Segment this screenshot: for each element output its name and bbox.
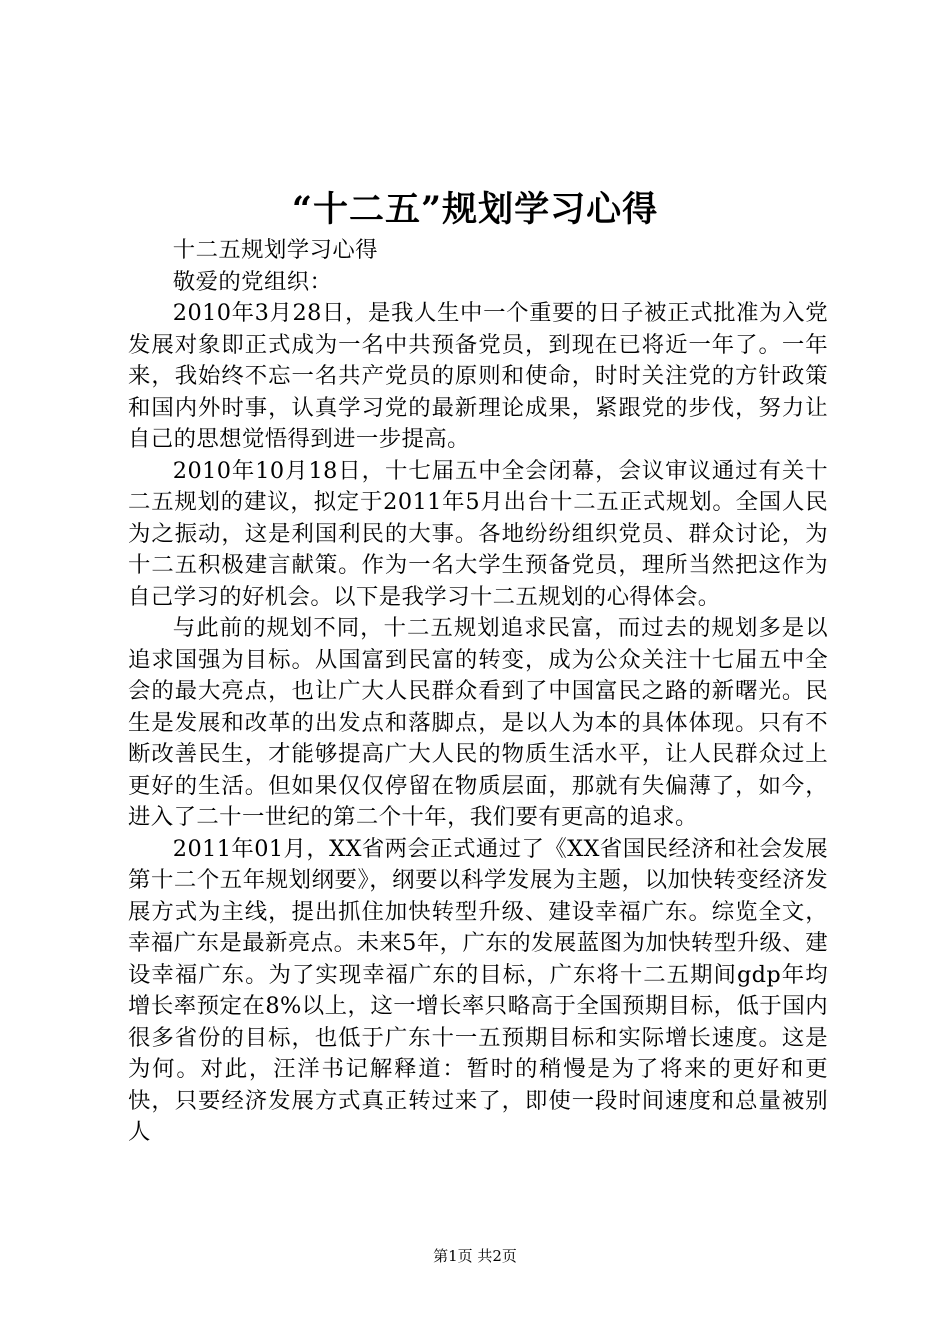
document-title: “十二五”规划学习心得 <box>291 189 659 230</box>
paragraph-subtitle: 十二五规划学习心得 <box>172 237 378 263</box>
paragraph: 与此前的规划不同，十二五规划追求民富，而过去的规划多是以追求国强为目标。从国富到民富的转变，成为公众关注十七届五中全会的最大亮点，也让广大人民群众看到了中国富民之路的新曙光。民生是发展和改革的出发点和落脚点，是以人为本的具体体现。只有不断改善民生，才能够提高广大人民的物质生活水平，让人民群众过上更好的生活。但如果仅仅停留在物质层面，那就有失偏薄了，如今，进入了二十一世纪的第二个十年，我们要有更高的追求。 <box>128 615 828 830</box>
paragraph-salutation: 敬爱的党组织： <box>172 268 333 295</box>
document-body <box>128 235 828 1149</box>
paragraph: 2010年3月28日，是我人生中一个重要的日子被正式批准为入党发展对象即正式成为一名中共预备党员，到现在已将近一年了。一年来，我始终不忘一名共产党员的原则和使命，时时关注党的方针政策和国内外时事，认真学习党的最新理论成果，紧跟党的步伐，努力让自己的思想觉悟得到进一步提高。 <box>128 300 828 452</box>
page-footer: 第1页 共2页 <box>433 1247 517 1265</box>
paragraph: 2010年10月18日，十七届五中全会闭幕，会议审议通过有关十二五规划的建议，拟定于2011年5月出台十二五正式规划。全国人民为之振动，这是利国利民的大事。各地纷纷组织党员、群众讨论，为十二五积极建言献策。作为一名大学生预备党员，理所当然把这作为自己学习的好机会。以下是我学习十二五规划的心得体会。 <box>128 457 828 610</box>
paragraph: 2011年01月，XX省两会正式通过了《XX省国民经济和社会发展第十二个五年规划纲要》，纲要以科学发展为主题，以加快转变经济发展方式为主线，提出抓住加快转型升级、建设幸福广东。综览全文，幸福广东是最新亮点。未来5年，广东的发展蓝图为加快转型升级、建设幸福广东。为了实现幸福广东的目标，广东将十二五期间gdp年均增长率预定在8%以上，这一增长率只略高于全国预期目标，低于国内很多省份的目标，也低于广东十一五预期目标和实际增长速度。这是为何。对此，汪洋书记解释道：暂时的稍慢是为了将来的更好和更快，只要经济发展方式真正转过来了，即使一段时间速度和总量被别人 <box>128 835 828 1145</box>
